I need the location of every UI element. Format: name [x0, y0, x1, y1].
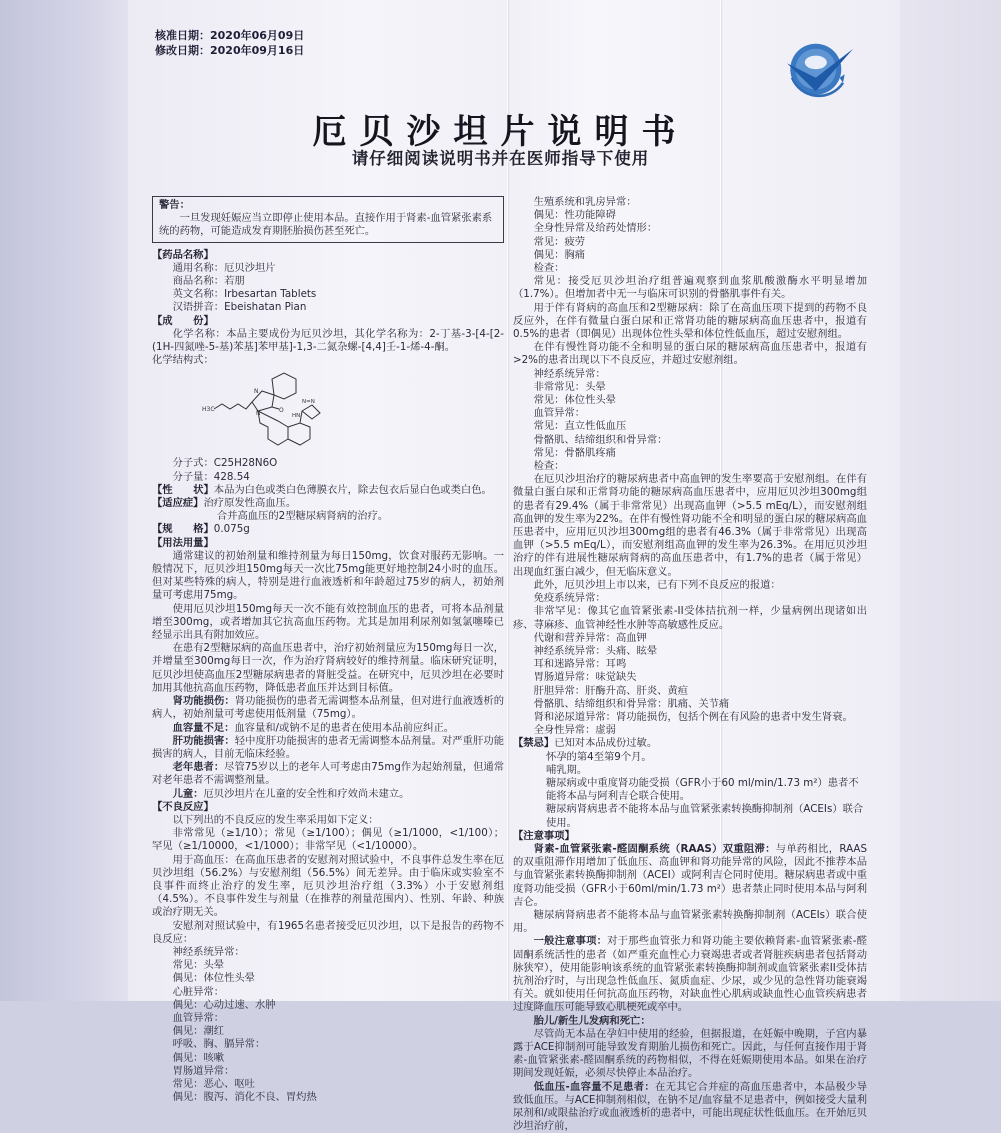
list-item: 血管异常：	[172, 1011, 225, 1024]
list-item: 肾和泌尿道异常：肾功能损伤，包括个例在有风险的患者中发生肾衰。	[533, 710, 853, 723]
paragraph-text: 在无其它合并症的高血压患者中，本品极少导致低血压。与ACE抑制剂相似，在钠不足/血容量不足患者中，例如接受大量利尿剂和/或限盐治疗或血液透析的患者中，可能出现症状性低血压。在开始厄贝沙坦治疗前，	[513, 1080, 868, 1133]
list-item: 胃肠道异常：	[172, 1064, 235, 1077]
list-item: 商品名称：若朋	[172, 275, 245, 288]
subsection-heading: 低血压-血容量不足患者：	[533, 1080, 655, 1093]
paragraph-text: 尽管75岁以上的老年人可考虑由75mg作为起始剂量，但通常对老年患者不需调整剂量。	[152, 761, 504, 787]
list-item: 偶见：腹泻、消化不良、胃灼热	[172, 1091, 317, 1104]
section-heading: 【药品名称】	[152, 248, 214, 261]
list-item: 非常常见：头晕	[533, 380, 606, 393]
paragraph: 尽管尚无本品在孕妇中使用的经验，但据报道，在妊娠中晚期，子宫内暴露于ACE抑制剂可能导致发育期胎儿损伤和死亡。因此，与任何直接作用于肾素-血管紧张素-醛固酮系统的药物相似，不得在妊娠期使用本品。如果在治疗期间发现妊娠，必须尽快停止本品治疗。	[513, 1027, 867, 1080]
right-column	[513, 196, 867, 1133]
list-item: 分子式：C25H28N6O	[172, 457, 278, 470]
list-item: 偶见：性功能障碍	[533, 209, 616, 222]
subsection-paragraph	[152, 695, 504, 721]
subsection-paragraph	[513, 1081, 867, 1133]
paragraph: 安慰剂对照试验中，有1965名患者接受厄贝沙坦，以下是报告的药物不良反应：	[152, 919, 504, 945]
list-item: 通用名称：厄贝沙坦片	[172, 261, 276, 274]
subsection-paragraph	[513, 843, 867, 909]
contraindication-item: 糖尿病肾病患者不能将本品与血管紧张素转换酶抑制剂（ACEIs）联合使用。	[545, 803, 864, 829]
svg-text:N: N	[256, 410, 261, 418]
list-item: 分子量：428.54	[172, 470, 250, 483]
contraindication-item: 糖尿病或中重度肾功能受损（GFR小于60 ml/min/1.73 m²）患者不能将本品与阿利吉仑联合使用。	[545, 776, 859, 803]
list-item: 偶见：体位性头晕	[172, 972, 255, 985]
subsection-paragraph	[152, 761, 504, 787]
continuation-line: 合并高血压的2型糖尿病肾病的治疗。	[216, 510, 389, 523]
paragraph: 用于伴有肾病的高血压和2型糖尿病：除了在高血压项下提到的药物不良反应外，在伴有微量白蛋白尿和正常肾功能的糖尿病高血压患者中，报道有0.5%的患者（即偶见）出现体位性头晕和体位性低血压，超过安慰剂组。	[513, 301, 867, 341]
section-text: 本品为白色或类白色薄膜衣片，除去包衣后显白色或类白色。	[213, 483, 492, 496]
section-heading: 【用法用量】	[152, 536, 214, 549]
paragraph-text: 肾功能损伤的患者无需调整本品剂量，但对进行血液透析的病人，初始剂量可考虑使用低剂量（75mg）。	[152, 695, 505, 721]
paragraph-text: 血容量和/或钠不足的患者在使用本品前应纠正。	[234, 721, 455, 734]
document-subtitle: 请仔细阅读说明书并在医师指导下使用	[351, 149, 650, 168]
list-item: 常见：头晕	[172, 959, 225, 972]
list-item: 呼吸、胸、膈异常：	[172, 1038, 266, 1051]
paragraph: 使用厄贝沙坦150mg每天一次不能有效控制血压的患者，可将本品剂量增至300mg，或者增加其它抗高血压药物。尤其是加用利尿剂如氢氯噻嗪已经显示出具有附加效应。	[152, 602, 504, 642]
list-item: 骨骼肌、结缔组织和骨异常：	[533, 433, 668, 446]
left-column	[152, 196, 504, 1104]
paragraph-text: 对于那些血管张力和肾功能主要依赖肾素-血管紧张素-醛固酮系统活性的患者（如严重充血性心力衰竭患者或者肾脏疾病患者包括肾动脉狭窄），使用能影响该系统的血管紧张素转换酶抑制剂或血管紧张素II受体拮抗剂治疗时，与出现急性低血压、氮质血症、少尿，或少见的急性肾功能衰竭有关。就如使用任何抗高血压药物，对缺血性心肌病或缺血性心血管疾病患者过度降血压可能导致心肌梗死或卒中。	[513, 935, 867, 1014]
list-item: 常见：恶心、呕吐	[172, 1077, 255, 1090]
list-item: 常见：骨骼肌疼痛	[533, 446, 616, 459]
section-heading-line	[152, 484, 504, 497]
paragraph-text: 轻中度肝功能损害的患者无需调整本品剂量。对严重肝功能损害的病人，目前无临床经验。	[152, 734, 505, 760]
list-item: 全身性异常及给药处情形：	[533, 222, 658, 235]
list-item: 骨骼肌、结缔组织和骨异常：肌痛、关节痛	[533, 697, 730, 710]
contraindication-item: 哺乳期。	[545, 763, 588, 776]
svg-text:N=N: N=N	[302, 399, 315, 406]
subsection-paragraph	[152, 735, 504, 761]
paragraph: 以下列出的不良反应的发生率采用如下定义：	[172, 813, 379, 826]
rational-drug-use-logo-icon	[775, 25, 860, 110]
paragraph: 糖尿病肾病患者不能将本品与血管紧张素转换酶抑制剂（ACEIs）联合使用。	[513, 908, 867, 935]
section-heading: 【成 份】	[152, 314, 214, 327]
subsection-paragraph	[152, 722, 504, 735]
subsection-heading: 肝功能损害：	[172, 734, 235, 747]
list-item: 全身性异常：虚弱	[533, 724, 616, 737]
section-heading: 【禁忌】	[513, 737, 555, 750]
list-item: 神经系统异常：	[533, 367, 606, 380]
subsection-paragraph	[152, 788, 504, 801]
svg-text:HN: HN	[292, 413, 301, 420]
list-item: 偶见：胸痛	[533, 248, 586, 261]
subsection-heading: 老年患者：	[172, 761, 225, 774]
subsection-heading: 儿童：	[172, 787, 204, 800]
section-heading: 【不良反应】	[152, 800, 214, 813]
text-line: 化学结构式：	[152, 354, 214, 367]
section-text: 0.075g	[213, 523, 250, 536]
list-item: 免疫系统异常：	[533, 592, 606, 605]
list-item: 检查：	[533, 262, 565, 275]
list-item: 检查：	[533, 460, 565, 473]
paragraph: 在患有2型糖尿病的高血压患者中，治疗初始剂量应为150mg每日一次，并增量至300mg每日一次，作为治疗肾病较好的维持剂量。临床研究证明，厄贝沙坦使高血压2型糖尿病患者的肾脏受益。在研究中，厄贝沙坦在必要时加用其他抗高血压药物，降低患者血压并达到目标值。	[152, 642, 504, 694]
section-heading-line	[152, 497, 504, 510]
list-item: 血管异常：	[533, 407, 586, 420]
paragraph: 在伴有慢性肾功能不全和明显的蛋白尿的糖尿病高血压患者中，报道有>2%的患者出现以下不良反应，并超过安慰剂组。	[513, 341, 867, 367]
paragraph: 通常建议的初始剂量和维持剂量为每日150mg，饮食对服药无影响。一般情况下，厄贝沙坦150mg每天一次比75mg能更好地控制24小时的血压。但对某些特殊的病人，特别是进行血液透析和年龄超过75岁的病人，初始剂量可考虑用75mg。	[152, 549, 504, 602]
paragraph: 非常罕见：像其它血管紧张素-II受体拮抗剂一样，少量病例出现诸如出疹、荨麻疹、血管神经性水肿等高敏感性反应。	[513, 605, 867, 631]
revision-date: 修改日期：2020年09月16日	[155, 44, 305, 57]
list-item: 代谢和营养异常：高血钾	[533, 631, 647, 644]
list-item: 神经系统异常：	[172, 945, 245, 958]
warning-box	[152, 196, 504, 243]
section-heading-line	[152, 523, 504, 536]
list-item: 偶见：咳嗽	[172, 1051, 225, 1064]
list-item: 肝胆异常：肝酶升高、肝炎、黄疸	[533, 684, 689, 697]
subsection-heading: 肾功能损伤：	[172, 695, 235, 708]
section-heading-line	[513, 737, 867, 750]
list-item: 胃肠道异常：味觉缺失	[533, 671, 637, 684]
svg-text:N: N	[254, 388, 259, 396]
section-heading: 【适应症】	[152, 497, 204, 510]
list-item: 汉语拼音：Ebeishatan Pian	[172, 301, 307, 314]
section-heading: 【性 状】	[152, 483, 214, 496]
list-item: 英文名称：Irbesartan Tablets	[172, 288, 317, 301]
header-dates	[155, 28, 304, 58]
list-item: 常见：疲劳	[533, 235, 586, 248]
paragraph: 用于高血压：在高血压患者的安慰剂对照试验中，不良事件总发生率在厄贝沙坦组（56.2%）与安慰剂组（56.5%）间无差异。由于临床或实验室不良事件而终止治疗的发生率，厄贝沙坦治疗组（3.3%）小于安慰剂组（4.5%）。不良事件发生与剂量（在推荐的剂量范围内）、性别、年龄、种族或治疗期无关。	[152, 853, 504, 919]
list-item: 神经系统异常：头痛、眩晕	[533, 644, 658, 657]
list-item: 耳和迷路异常：耳鸣	[533, 658, 627, 671]
paragraph: 常见：接受厄贝沙坦治疗组普遍观察到血浆肌酸激酶水平明显增加（1.7%）。但增加者中无一与临床可识别的骨骼肌事件有关。	[513, 275, 867, 301]
paragraph-text: 与单药相比，RAAS的双重阻滞作用增加了低血压、高血钾和肾功能异常的风险，因此不推荐本品与血管紧张素转换酶抑制剂（ACEI）或阿利吉仑同时使用。糖尿病患者或中重度肾功能受损（GFR小于60ml/min/1.73 m²）患者禁止同时使用本品与阿利吉仑。	[513, 842, 867, 908]
document-title: 厄贝沙坦片说明书	[312, 112, 689, 152]
paragraph: 此外，厄贝沙坦上市以来，已有下列不良反应的报道：	[533, 578, 781, 591]
paragraph-text: 厄贝沙坦片在儿童的安全性和疗效尚未建立。	[203, 787, 410, 800]
subsection-heading: 胎儿/新生儿发病和死亡：	[533, 1014, 651, 1027]
section-text: 治疗原发性高血压。	[203, 497, 297, 510]
svg-text:H3C: H3C	[202, 406, 215, 414]
list-item: 生殖系统和乳房异常：	[533, 196, 637, 208]
chemical-structure	[152, 369, 352, 455]
list-item: 心脏异常：	[172, 985, 225, 998]
paragraph: 非常常见（≥1/10）；常见（≥1/100）；偶见（≥1/1000，<1/100）；罕见（≥1/10000，<1/1000）；非常罕见（<1/10000）。	[152, 827, 504, 853]
list-item: 常见：体位性头晕	[533, 394, 616, 407]
subsection-heading: 血容量不足：	[172, 721, 235, 734]
section-heading: 【注意事项】	[513, 829, 575, 842]
paragraph: 在厄贝沙坦治疗的糖尿病患者中高血钾的发生率要高于安慰剂组。在伴有微量白蛋白尿和正常肾功能的糖尿病高血压患者中，应用厄贝沙坦300mg组的患者有29.4%（属于非常常见）出现高血钾（>5.5 mEq/L），而安慰剂组高血钾的发生率为22%。在伴有慢性肾功能不全和明显的蛋白尿的糖尿病高血压患者中，应用厄贝沙坦300mg组的患者有46.3%（属于非常常见）出现高血钾（>5.5 mEq/L），而安慰剂组高血钾的发生率为26.3%。在用厄贝沙坦治疗的伴有进展性糖尿病肾病的高血压患者中，有1.7%的患者（属于常见）出现血红蛋白减少，但无临床意义。	[513, 473, 867, 578]
paragraph: 化学名称：本品主要成份为厄贝沙坦，其化学名称为：2-丁基-3-[4-[2-(1H-四氮唑-5-基)苯基]苯甲基]-1,3-二氮杂螺-[4,4]壬-1-烯-4-酮。	[152, 327, 504, 354]
subsection-heading: 一般注意事项：	[533, 935, 608, 948]
list-item: 偶见：心动过速、水肿	[172, 998, 276, 1011]
contraindication-item: 怀孕的第4至第9个月。	[545, 750, 652, 763]
subsection-paragraph	[513, 935, 867, 1014]
subsection-heading: 肾素-血管紧张素-醛固酮系统（RAAS）双重阻滞：	[533, 842, 776, 855]
svg-text:O: O	[279, 407, 284, 415]
list-item: 偶见：潮红	[172, 1025, 225, 1038]
chemical-structure-figure	[152, 369, 504, 455]
warning-text: 一旦发现妊娠应当立即停止使用本品。直接作用于肾素-血管紧张素系统的药物，可能造成发育期胚胎损伤甚至死亡。	[159, 212, 493, 238]
warning-label: 警告：	[159, 199, 190, 211]
section-heading: 【规 格】	[152, 523, 214, 536]
section-text: 已知对本品成份过敏。	[554, 737, 658, 750]
approval-date: 核准日期：2020年06月09日	[155, 29, 305, 42]
list-item: 常见：直立性低血压	[533, 420, 627, 433]
